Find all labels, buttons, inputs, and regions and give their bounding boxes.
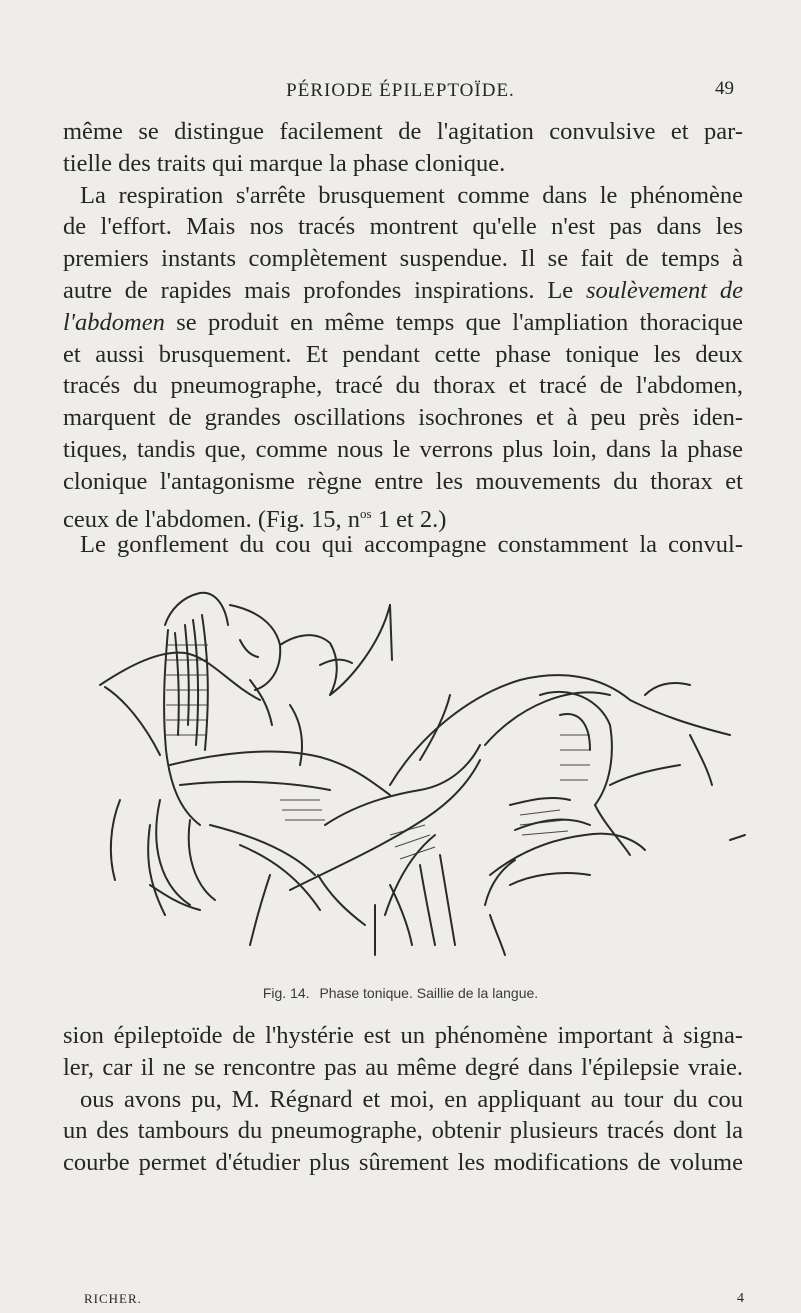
italic-phrase: l'abdomen: [63, 308, 165, 336]
text-line: un des tambours du pneumographe, obtenir plusieurs tracés dont la: [63, 1117, 743, 1145]
text-line: clonique l'antagonisme règne entre les mouvements du thorax et: [63, 467, 743, 495]
page-footer: [84, 1291, 744, 1313]
paragraph: [63, 1084, 743, 1179]
text-segment: autre de rapides mais profondes inspirations. Le: [63, 276, 574, 304]
text-line: marquent de grandes oscillations isochrones et à peu près iden-: [63, 404, 743, 432]
text-line: premiers instants complètement suspendue. Il se fait de temps à: [63, 245, 743, 273]
page-number: 49: [715, 78, 734, 99]
body-text-bottom: [63, 1020, 743, 1179]
italic-phrase: soulèvement de: [586, 276, 744, 304]
paragraph: [63, 529, 743, 561]
text-segment: ceux de l'abdomen. (Fig. 15, n: [63, 505, 360, 533]
text-line: La respiration s'arrête brusquement comme dans le phénomène: [80, 181, 743, 209]
text-line: [63, 307, 743, 339]
text-line: ous avons pu, M. Régnard et moi, en appliquant au tour du cou: [80, 1085, 743, 1113]
figure-number: Fig. 14.: [262, 985, 310, 1001]
text-line: Le gonflement du cou qui accompagne constamment la convul-: [80, 531, 743, 559]
text-line: tielle des traits qui marque la phase clonique.: [63, 149, 506, 177]
running-title: PÉRIODE ÉPILEPTOÏDE.: [286, 80, 515, 101]
running-head: [0, 78, 801, 108]
text-line: courbe permet d'étudier plus sûrement les modifications de volume: [63, 1149, 743, 1177]
text-line: [63, 275, 743, 307]
text-line: ler, car il ne se rencontre pas au même degré dans l'épilepsie vraie.: [63, 1053, 743, 1081]
signature-mark: RICHER.: [84, 1291, 142, 1306]
text-line: sion épileptoïde de l'hystérie est un phénomène important à signa-: [63, 1022, 743, 1049]
text-segment: se produit en même temps que l'ampliation thoracique: [176, 308, 744, 336]
superscript: os: [360, 505, 372, 521]
signature-number: 4: [737, 1291, 744, 1306]
figure-caption: [0, 985, 801, 1001]
text-line: tiques, tandis que, comme nous le verrons plus loin, dans la phase: [63, 435, 743, 463]
engraving-tonic-phase: [90, 585, 750, 960]
text-line: tracés du pneumographe, tracé du thorax et tracé de l'abdomen,: [63, 372, 743, 400]
figure-illustration: [90, 585, 750, 960]
text-line: [63, 498, 743, 533]
text-line: de l'effort. Mais nos tracés montrent qu'elle n'est pas dans les: [63, 213, 743, 241]
paragraph: [63, 116, 743, 180]
text-line: et aussi brusquement. Et pendant cette phase tonique les deux: [63, 340, 743, 368]
paragraph: [63, 180, 744, 533]
paragraph: [63, 1020, 743, 1084]
text-segment: 1 et 2.): [371, 505, 447, 533]
body-text-top: [63, 116, 743, 561]
caption-text: Phase tonique. Saillie de la langue.: [319, 985, 539, 1001]
text-line: même se distingue facilement de l'agitation convulsive et par-: [63, 118, 743, 145]
